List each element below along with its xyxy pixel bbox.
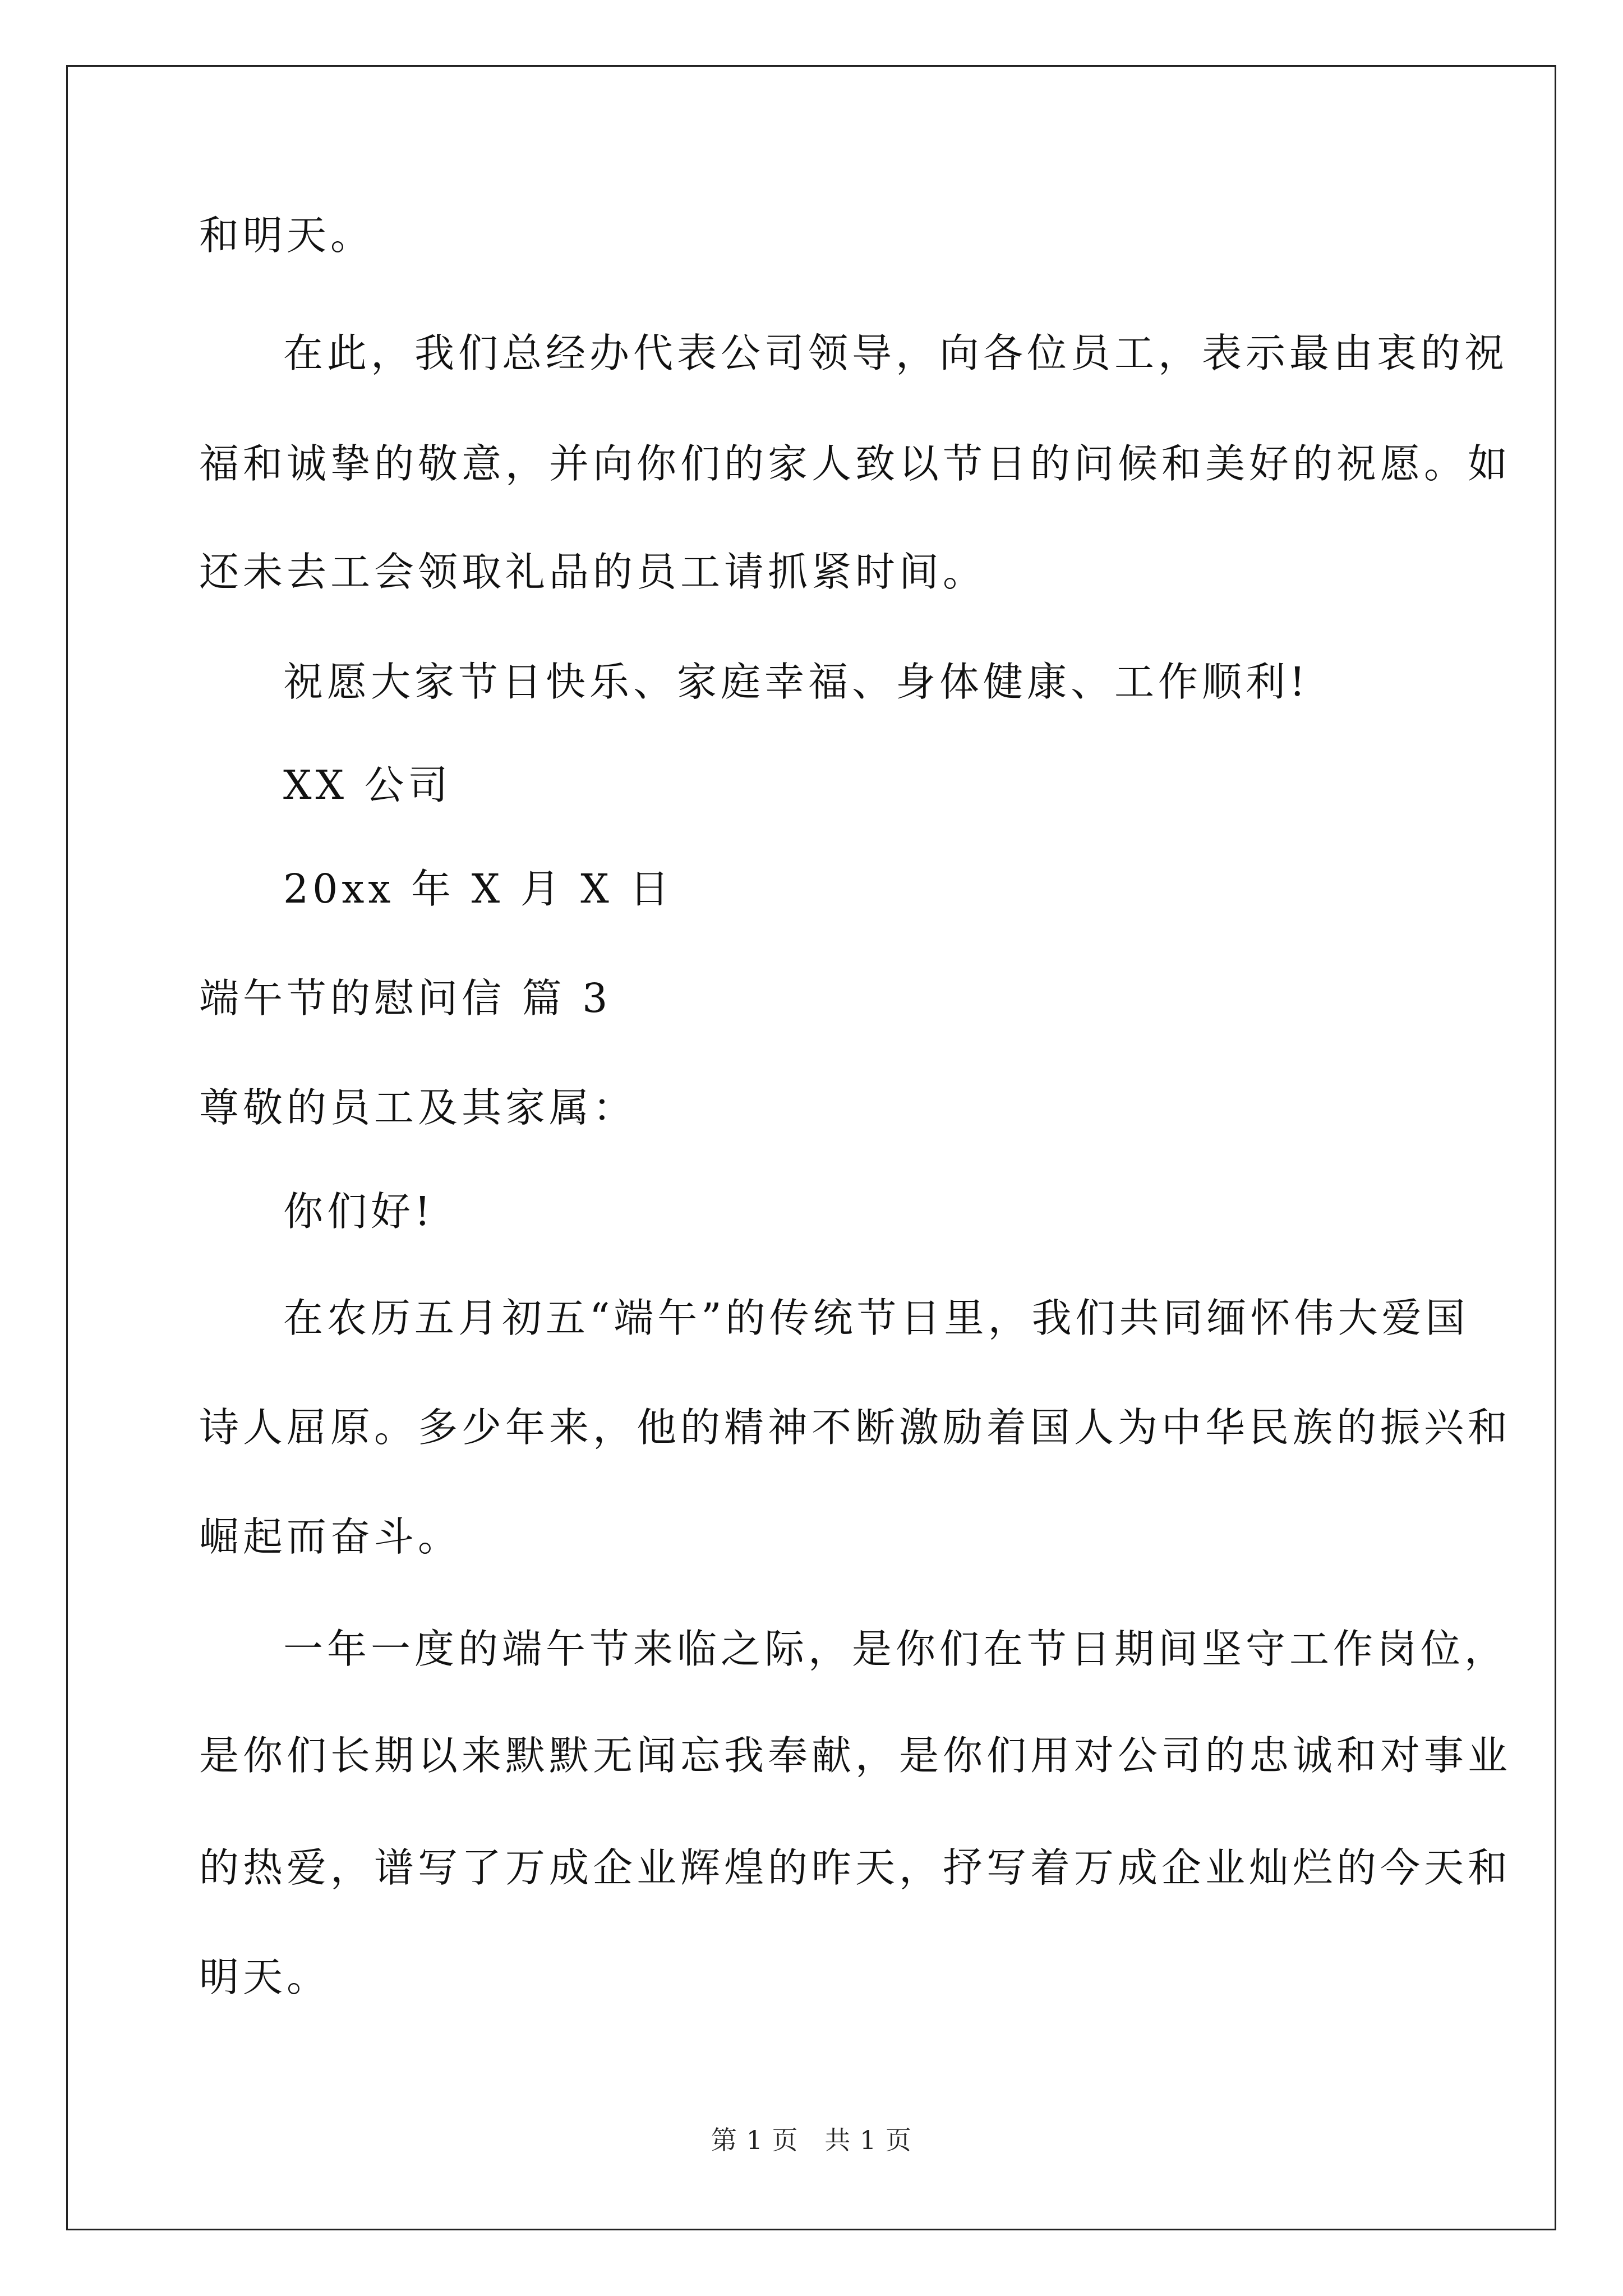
- text-line: 福和诚挚的敬意，并向你们的家人致以节日的问候和美好的祝愿。如: [199, 440, 1512, 487]
- page-footer: [0, 2123, 1623, 2157]
- text-line: 和明天。: [199, 212, 375, 259]
- text-line: 崛起而奋斗。: [199, 1513, 462, 1560]
- text-line: 是你们长期以来默默无闻忘我奉献，是你们用对公司的忠诚和对事业: [199, 1732, 1512, 1779]
- text-line: 在农历五月初五“端午”的传统节日里，我们共同缅怀伟大爱国: [283, 1295, 1469, 1341]
- section-heading: 端午节的慰问信 篇 3: [199, 975, 612, 1022]
- page-border: [66, 65, 1556, 2230]
- signature-company: XX 公司: [283, 762, 452, 808]
- greeting: 你们好!: [283, 1188, 435, 1235]
- text-line: 诗人屈原。多少年来，他的精神不断激励着国人为中华民族的振兴和: [199, 1404, 1512, 1451]
- text-line: 在此，我们总经办代表公司领导，向各位员工，表示最由衷的祝: [283, 330, 1509, 376]
- text-line: 明天。: [199, 1954, 331, 2000]
- text-line: 一年一度的端午节来临之际，是你们在节日期间坚守工作岗位，: [283, 1626, 1509, 1672]
- text-line: 还未去工会领取礼品的员工请抓紧时间。: [199, 549, 987, 595]
- signature-date: 20xx 年 X 月 X 日: [283, 866, 674, 912]
- text-line: 的热爱，谱写了万成企业辉煌的昨天，抒写着万成企业灿烂的今天和: [199, 1844, 1512, 1891]
- page-number: 第 1 页 共 1 页: [711, 2125, 912, 2155]
- salutation: 尊敬的员工及其家属：: [199, 1084, 637, 1131]
- text-line: 祝愿大家节日快乐、家庭幸福、身体健康、工作顺利!: [283, 659, 1310, 705]
